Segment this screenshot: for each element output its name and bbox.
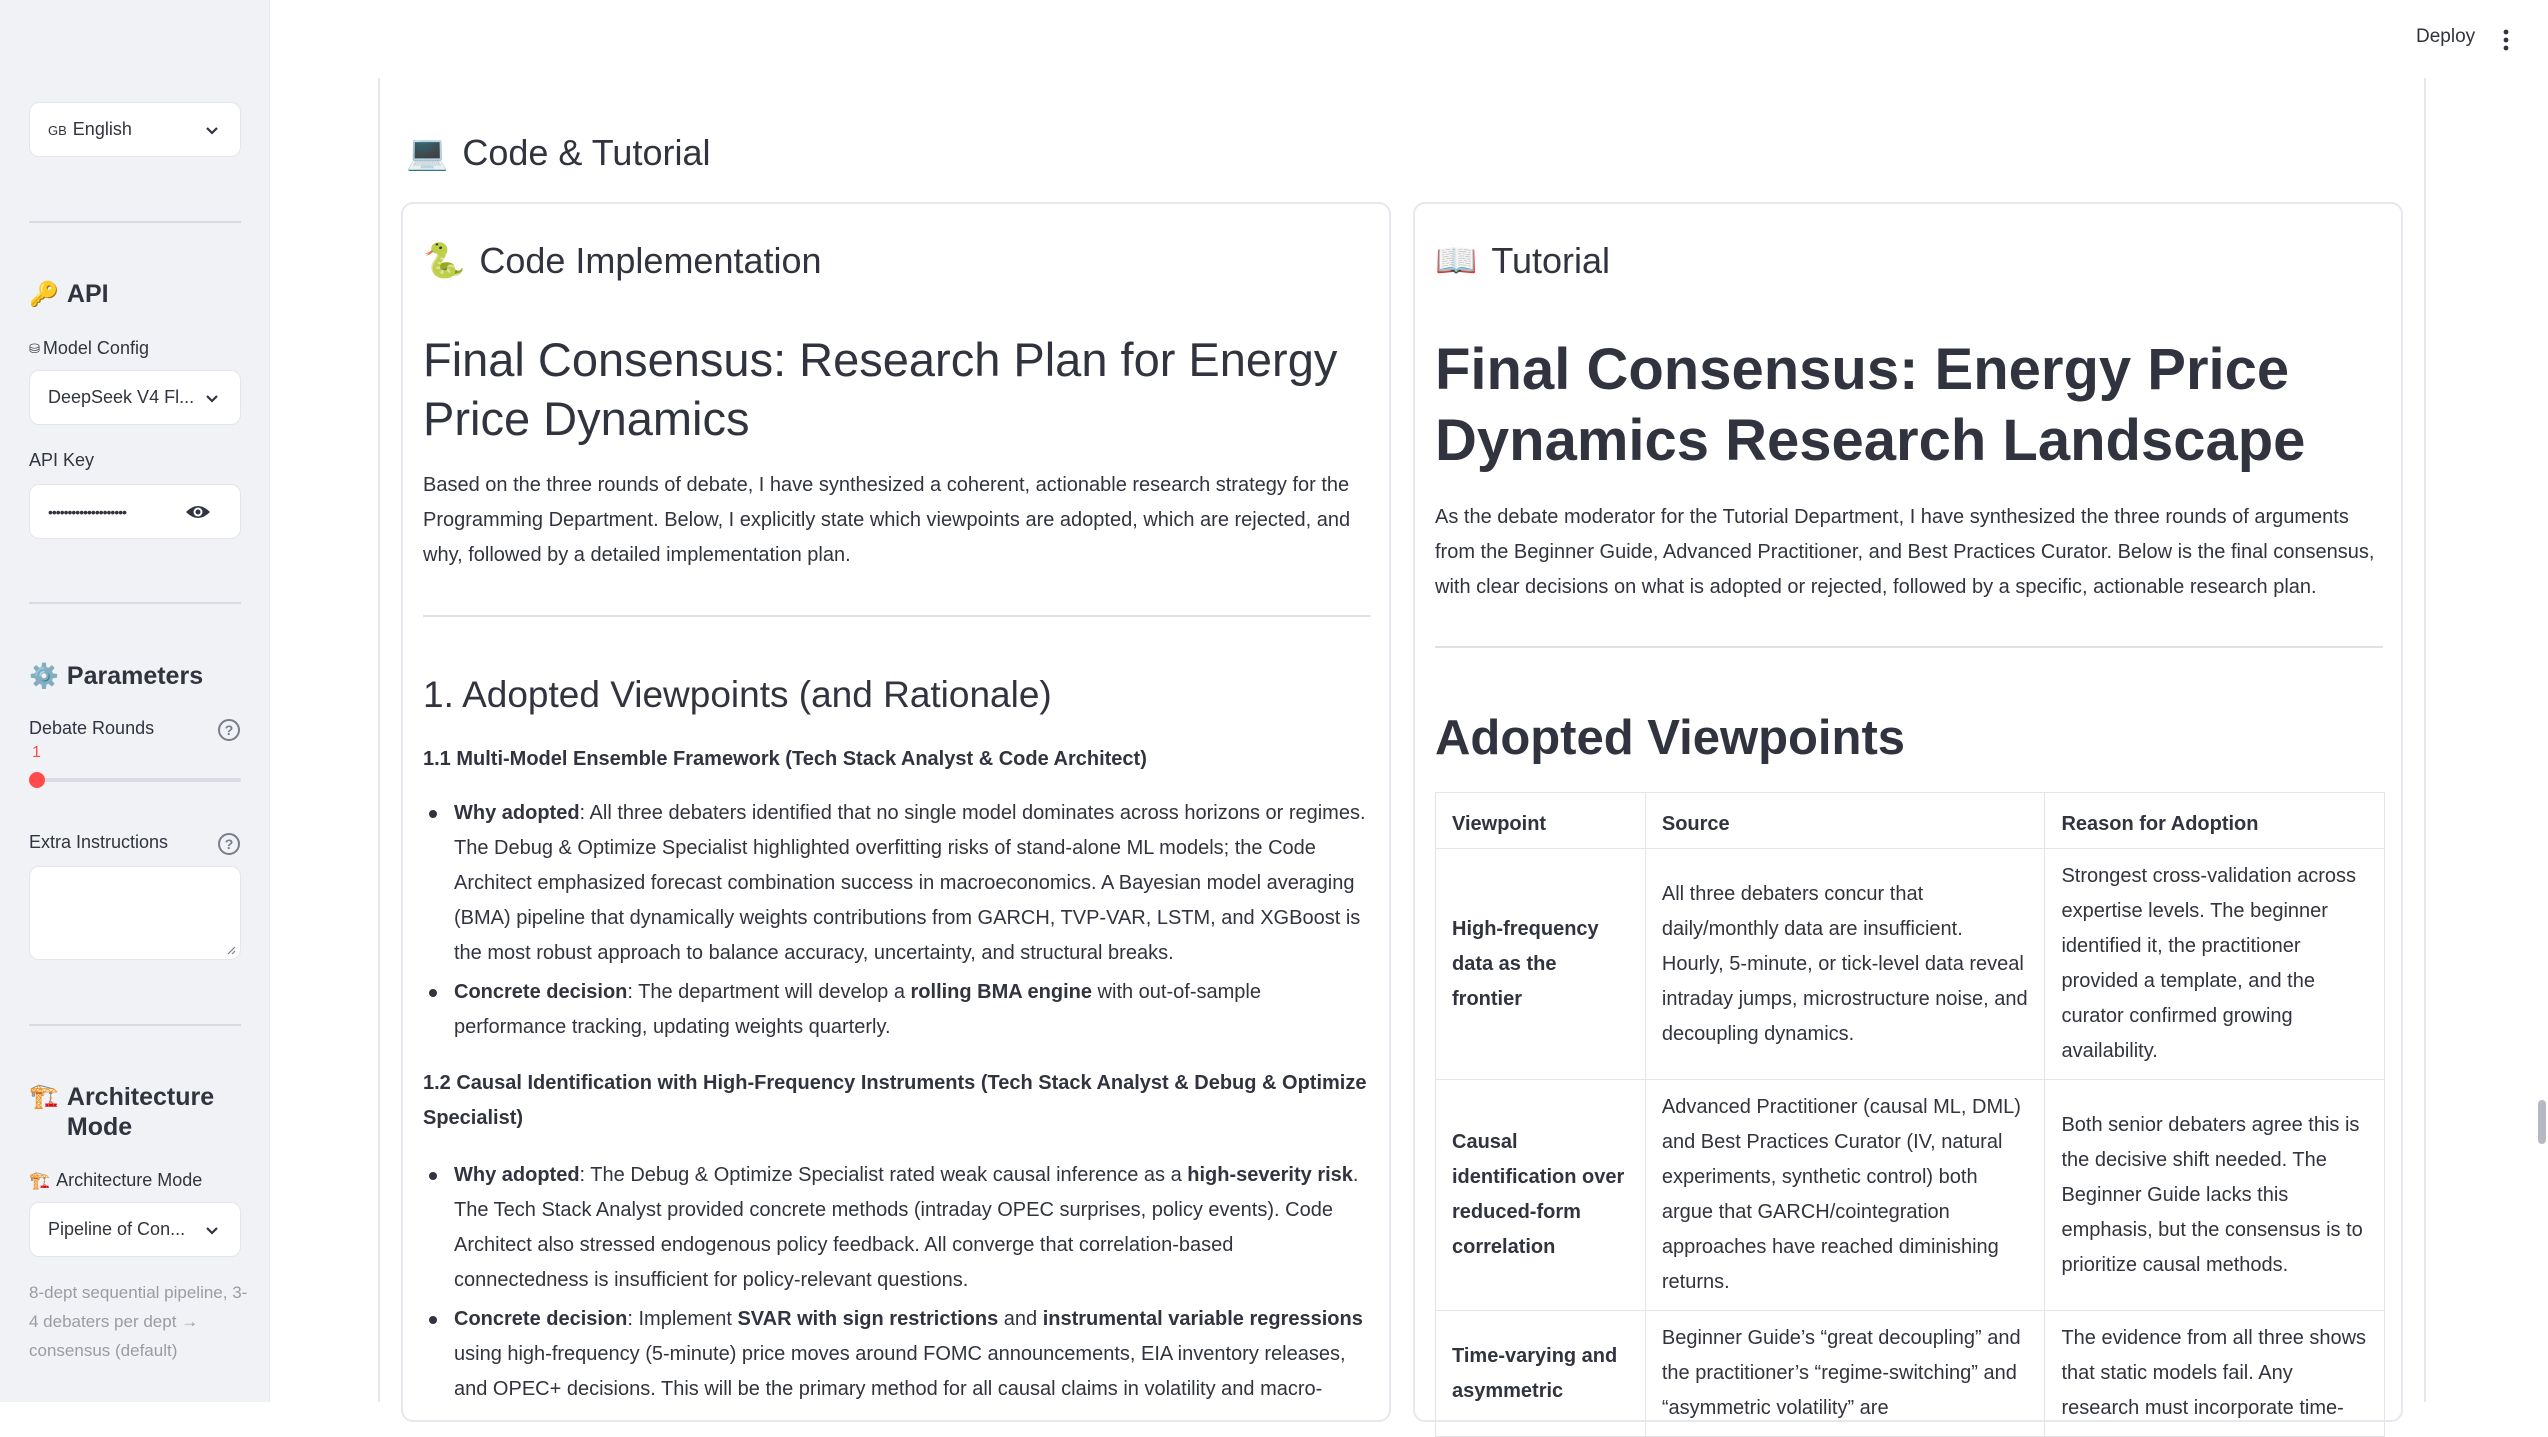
section-heading: Adopted Viewpoints bbox=[1435, 711, 1906, 765]
table-row bbox=[1436, 849, 2385, 1080]
eye-icon[interactable] bbox=[184, 502, 212, 522]
divider bbox=[29, 602, 241, 604]
table-header-cell: Source bbox=[1645, 793, 2045, 849]
language-select[interactable] bbox=[29, 102, 241, 157]
parameters-heading: ⚙️ Parameters bbox=[29, 662, 204, 690]
architecture-heading: 🏗️ Architecture Mode bbox=[29, 1083, 215, 1141]
horizontal-rule bbox=[423, 615, 1371, 617]
more-menu-icon[interactable] bbox=[2496, 28, 2516, 52]
subsection-heading: 1.1 Multi-Model Ensemble Framework (Tech Stack Analyst & Code Architect) bbox=[423, 748, 1147, 770]
model-config-label: ⛁ Model Config bbox=[29, 338, 149, 358]
page-title: Final Consensus: Energy Price Dynamics Research Landscape bbox=[1435, 337, 2306, 473]
code-implementation-card bbox=[401, 202, 1391, 1422]
table-header-cell: Reason for Adoption bbox=[2045, 793, 2385, 849]
table-cell: Advanced Practitioner (causal ML, DML) and Best Practices Curator (IV, natural experiments, synthetic control) both argue that GARCH/cointegration approaches have reached diminishing returns. bbox=[1645, 1080, 2045, 1311]
deploy-button[interactable]: Deploy bbox=[2416, 26, 2476, 47]
laptop-icon: 💻 bbox=[406, 134, 449, 172]
chevron-down-icon bbox=[202, 1220, 222, 1240]
horizontal-rule bbox=[1435, 646, 2383, 648]
extra-instructions-textarea[interactable] bbox=[29, 866, 241, 960]
bullet-list bbox=[423, 796, 1373, 1049]
key-icon: 🔑 bbox=[29, 281, 59, 308]
list-item: Concrete decision: Implement SVAR with sign restrictions and instrumental variable regressions using high-frequency (5-minute) price moves around FOMC announcements, EIA inventory releases, and OPEC+ decisions. This will be the primary method for all causal claims in volatility and macro- bbox=[423, 1302, 1373, 1407]
language-value: English bbox=[72, 119, 132, 139]
tutorial-header: 📖 Tutorial bbox=[1435, 240, 1611, 281]
model-select[interactable]: DeepSeek V4 Fl... bbox=[29, 370, 241, 425]
page-title: Final Consensus: Research Plan for Energy Price Dynamics bbox=[423, 333, 1338, 445]
debate-rounds-slider[interactable] bbox=[29, 776, 241, 784]
resize-handle-icon[interactable] bbox=[226, 945, 236, 955]
tutorial-card bbox=[1413, 202, 2403, 1422]
chevron-down-icon bbox=[202, 388, 222, 408]
help-icon[interactable]: ? bbox=[218, 719, 240, 741]
table-row bbox=[1436, 1080, 2385, 1311]
api-key-input[interactable]: •••••••••••••••••••• bbox=[29, 484, 241, 539]
list-item: Concrete decision: The department will develop a rolling BMA engine with out-of-sample performance tracking, updating weights quarterly. bbox=[423, 975, 1373, 1045]
book-icon: 📖 bbox=[1435, 242, 1478, 280]
table-cell: High-frequency data as the frontier bbox=[1436, 849, 1646, 1080]
divider bbox=[29, 1024, 241, 1026]
list-item: Why adopted: All three debaters identified that no single model dominates across horizons or regimes. The Debug & Optimize Specialist highlighted overfitting risks of stand-alone ML models; the Code Architect emphasized forecast combination success in macroeconomics. A Bayesian model averaging (BMA) pipeline that dynamically weights contributions from GARCH, TVP-VAR, LSTM, and XGBoost is the most robust approach to balance accuracy, uncertainty, and structural breaks. bbox=[423, 796, 1373, 971]
architecture-mode-label: 🏗️ Architecture Mode bbox=[29, 1170, 203, 1190]
scrollbar-thumb[interactable] bbox=[2538, 1100, 2546, 1144]
table-header-cell: Viewpoint bbox=[1436, 793, 1646, 849]
api-key-label: API Key bbox=[29, 450, 95, 470]
table-cell: Strongest cross-validation across expertise levels. The beginner identified it, the practitioner provided a template, and the curator confirmed growing availability. bbox=[2045, 849, 2385, 1080]
extra-instructions-label: Extra Instructions bbox=[29, 832, 169, 852]
table-cell: Beginner Guide’s “great decoupling” and the practitioner’s “regime-switching” and “asymmetric volatility” are bbox=[1645, 1311, 2045, 1437]
slider-track bbox=[29, 778, 241, 782]
code-implementation-header: 🐍 Code Implementation bbox=[423, 240, 822, 281]
container-border bbox=[2424, 78, 2426, 1402]
snake-icon: 🐍 bbox=[423, 242, 466, 280]
subsection-heading: 1.2 Causal Identification with High-Frequency Instruments (Tech Stack Analyst & Debug & Optimize Specialist) bbox=[423, 1072, 1367, 1129]
table-cell: Causal identification over reduced-form correlation bbox=[1436, 1080, 1646, 1311]
slider-thumb[interactable] bbox=[29, 772, 45, 788]
architecture-mode-select[interactable]: Pipeline of Con... bbox=[29, 1202, 241, 1257]
api-heading: 🔑 API bbox=[29, 280, 109, 308]
flag-icon: GB bbox=[48, 123, 67, 138]
divider bbox=[29, 221, 241, 223]
gear-icon: ⚙️ bbox=[29, 663, 59, 690]
table-cell: All three debaters concur that daily/monthly data are insufficient. Hourly, 5-minute, or tick-level data reveal intraday jumps, microstructure noise, and decoupling dynamics. bbox=[1645, 849, 2045, 1080]
container-border bbox=[378, 78, 380, 1402]
debate-rounds-value: 1 bbox=[32, 744, 41, 761]
section-heading: 1. Adopted Viewpoints (and Rationale) bbox=[423, 674, 1052, 715]
chevron-down-icon bbox=[202, 120, 222, 140]
table-row bbox=[1436, 1311, 2385, 1437]
intro-paragraph: As the debate moderator for the Tutorial Department, I have synthesized the three rounds of arguments from the Beginner Guide, Advanced Practitioner, and Best Practices Curator. Below is the final consensus, with clear decisions on what is adopted or rejected, followed by a specific, actionable research plan. bbox=[1435, 506, 2375, 598]
help-icon[interactable]: ? bbox=[218, 833, 240, 855]
building-icon: 🏗️ bbox=[29, 1170, 51, 1190]
list-item: Why adopted: The Debug & Optimize Specialist rated weak causal inference as a high-severity risk. The Tech Stack Analyst provided concrete methods (intraday OPEC surprises, policy events). Code Architect also stressed endogenous policy feedback. All converge that correlation-based connectedness is insufficient for policy-relevant questions. bbox=[423, 1158, 1373, 1298]
debate-rounds-label: Debate Rounds bbox=[29, 718, 155, 738]
building-icon: 🏗️ bbox=[29, 1083, 59, 1110]
section-title: 💻 Code & Tutorial bbox=[406, 132, 711, 173]
table-cell: Both senior debaters agree this is the decisive shift needed. The Beginner Guide lacks this emphasis, but the consensus is to prioritize causal methods. bbox=[2045, 1080, 2385, 1311]
bullet-list bbox=[423, 1158, 1373, 1411]
table-cell: Time-varying and asymmetric bbox=[1436, 1311, 1646, 1437]
sidebar bbox=[0, 0, 270, 1402]
viewpoints-table bbox=[1435, 792, 2385, 1437]
db-icon: ⛁ bbox=[29, 340, 40, 356]
architecture-caption: 8-dept sequential pipeline, 3-4 debaters per dept → consensus (default) bbox=[29, 1283, 248, 1360]
table-cell: The evidence from all three shows that static models fail. Any research must incorporate time- bbox=[2045, 1311, 2385, 1437]
intro-paragraph: Based on the three rounds of debate, I have synthesized a coherent, actionable research strategy for the Programming Department. Below, I explicitly state which viewpoints are adopted, which are rejected, and why, followed by a detailed implementation plan. bbox=[423, 474, 1351, 566]
table-header-row bbox=[1436, 793, 2385, 849]
